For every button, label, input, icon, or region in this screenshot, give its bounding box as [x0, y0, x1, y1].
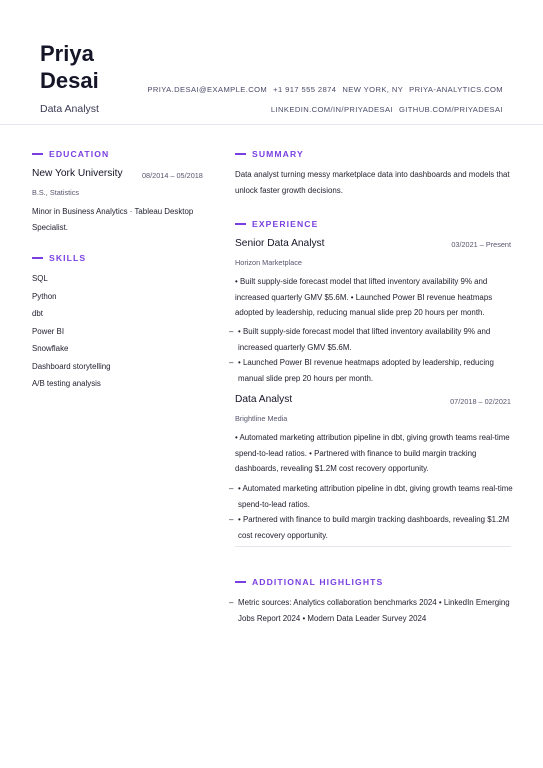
job-paragraph: • Automated marketing attribution pipeline in dbt, giving growth teams real-time spend-to-lead ratios. • Partnered with finance to build margin tracking dashboards, revealing $1.2M cost recovery opportunity. — [235, 433, 510, 473]
bullet-dash: – — [229, 515, 234, 524]
section-dash — [32, 257, 43, 258]
experience-heading — [235, 219, 318, 229]
skills-heading — [32, 253, 86, 263]
job-title: Senior Data Analyst — [235, 238, 325, 249]
contact-location: NEW YORK, NY — [342, 85, 404, 94]
job-company: Brightline Media — [235, 414, 288, 423]
section-dash — [32, 153, 43, 154]
education-dates: 08/2014 – 05/2018 — [142, 171, 203, 180]
contact-line-2 — [265, 105, 503, 114]
bullet-dash: – — [229, 598, 234, 607]
bullet-dash: – — [229, 484, 234, 493]
education-note: Minor in Business Analytics · Tableau Desktop Specialist. — [32, 207, 194, 232]
job-company: Horizon Marketplace — [235, 258, 302, 267]
job-bullet — [229, 512, 513, 543]
skills-heading-label: SKILLS — [49, 253, 87, 263]
education-heading-label: EDUCATION — [49, 149, 110, 159]
skill-item: Python — [32, 292, 57, 301]
highlights-heading — [235, 577, 383, 587]
header-divider — [0, 124, 543, 125]
job-bullet-text: • Partnered with finance to build margin tracking dashboards, revealing $1.2M cost recovery opportunity. — [238, 515, 510, 540]
contact-github[interactable]: GITHUB.COM/PRIYADESAI — [398, 105, 503, 114]
skill-item: SQL — [32, 274, 48, 283]
last-name: Desai — [40, 68, 99, 93]
experience-heading-label: EXPERIENCE — [252, 219, 319, 229]
job-bullet — [229, 324, 513, 355]
first-name: Priya — [40, 41, 94, 66]
job-bullet-text: • Launched Power BI revenue heatmaps adopted by leadership, reducing manual slide prep 20 hours per month. — [238, 358, 494, 383]
job-bullet — [229, 355, 513, 386]
bullet-dash: – — [229, 358, 234, 367]
bullet-dash: – — [229, 327, 234, 336]
job-bullet-text: • Automated marketing attribution pipeline in dbt, giving growth teams real-time spend-to-lead ratios. — [238, 484, 513, 509]
highlights-heading-label: ADDITIONAL HIGHLIGHTS — [252, 577, 384, 587]
summary-text: Data analyst turning messy marketplace data into dashboards and models that unlock faster growth decisions. — [235, 170, 510, 195]
summary-heading-label: SUMMARY — [252, 149, 304, 159]
summary-heading — [235, 149, 304, 159]
section-dash — [235, 153, 246, 154]
job-dates: 03/2021 – Present — [451, 240, 511, 249]
contact-phone[interactable]: +1 917 555 2874 — [273, 85, 337, 94]
education-heading — [32, 149, 109, 159]
education-school: New York University — [32, 168, 123, 179]
job-bullet-text: • Built supply-side forecast model that lifted inventory availability 9% and increased quarterly GMV $5.6M. — [238, 327, 491, 352]
job-bullet — [229, 481, 513, 512]
section-dash — [235, 223, 246, 224]
skill-item: Snowflake — [32, 344, 69, 353]
candidate-role: Data Analyst — [40, 103, 99, 115]
education-degree: B.S., Statistics — [32, 188, 80, 197]
contact-email[interactable]: PRIYA.DESAI@EXAMPLE.COM — [147, 85, 268, 94]
skill-item: dbt — [32, 309, 43, 318]
highlight-item — [229, 595, 513, 626]
contact-linkedin[interactable]: LINKEDIN.COM/IN/PRIYADESAI — [270, 105, 393, 114]
contact-website[interactable]: PRIYA-ANALYTICS.COM — [409, 85, 503, 94]
job-title: Data Analyst — [235, 394, 293, 405]
skill-item: Dashboard storytelling — [32, 362, 111, 371]
skill-item: Power BI — [32, 327, 65, 336]
job-dates: 07/2018 – 02/2021 — [450, 397, 511, 406]
skill-item: A/B testing analysis — [32, 379, 101, 388]
job-paragraph: • Built supply-side forecast model that lifted inventory availability 9% and increased quarterly GMV $5.6M. • Launched Power BI revenue heatmaps adopted by leadership, reducing manual slide prep 20 hours per month. — [235, 277, 493, 317]
section-dash — [235, 581, 246, 582]
highlight-text: Metric sources: Analytics collaboration benchmarks 2024 • LinkedIn Emerging Jobs Report 2024 • Modern Data Leader Survey 2024 — [238, 598, 510, 623]
experience-divider — [235, 546, 511, 547]
contact-line-1 — [141, 85, 503, 94]
candidate-name — [40, 40, 99, 94]
